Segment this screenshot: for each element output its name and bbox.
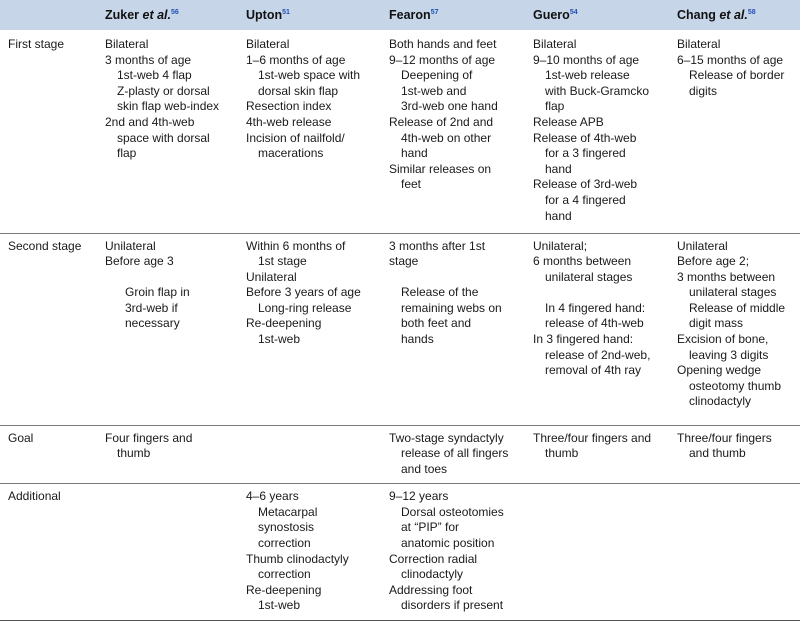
cell-guero: Three/four fingers and thumb	[533, 430, 652, 461]
row-label: Second stage	[8, 238, 82, 253]
cell-fearon: Two-stage syndactyly release of all fingers and toes	[389, 430, 509, 476]
cell-guero: Unilateral; 6 months between unilateral stages In 4 fingered hand: release of 4th-web In 3 fingered hand: release of 2nd-web, removal of 4th ray	[533, 238, 651, 378]
table-row-first-stage	[0, 30, 800, 233]
row-label: Additional	[8, 489, 61, 504]
cell-zuker: Bilateral 3 months of age 1st-web 4 flap Z-plasty or dorsal skin flap web-index 2nd and 4th-web space with dorsal flap	[105, 37, 220, 161]
cell-upton: 4–6 years Metacarpal synostosis correction Thumb clinodactyly correction Re-deepening 1st-web	[246, 489, 349, 613]
header-chang: Chang et al.$^{58}$	[677, 8, 756, 22]
header-guero: Guero$^{54}$	[533, 8, 578, 22]
cell-upton	[238, 425, 381, 484]
header-fearon: Fearon$^{57}$	[389, 8, 439, 22]
cell-guero: Bilateral 9–10 months of age 1st-web release with Buck-Gramcko flap Release APB Release of 4th-web for a 3 fingered hand Release of 3rd-web for a 4 fingered hand	[533, 37, 650, 223]
cell-guero	[525, 484, 669, 621]
ref-guero[interactable]: 54	[569, 8, 578, 16]
cell-fearon: Both hands and feet 9–12 months of age Deepening of 1st-web and 3rd-web one hand Release of 2nd and 4th-web on other hand Similar releases on feet	[389, 37, 498, 192]
ref-zuker[interactable]: 56	[171, 8, 179, 16]
row-label: First stage	[8, 37, 65, 51]
cell-zuker	[97, 484, 238, 621]
ref-upton[interactable]: 51	[282, 8, 290, 16]
cell-upton: Bilateral 1–6 months of age 1st-web space with dorsal skin flap Resection index 4th-web release Incision of nailfold/ macerations	[246, 37, 361, 161]
table-row-additional	[0, 484, 800, 621]
header-row	[0, 0, 800, 30]
cell-zuker: Unilateral Before age 3 Groin flap in 3rd-web if necessary	[105, 238, 190, 331]
cell-fearon: 9–12 years Dorsal osteotomies at “PIP” for anatomic position Correction radial clinodactyly Addressing foot disorders if present	[389, 489, 504, 613]
table-row-second-stage	[0, 233, 800, 425]
cell-upton: Within 6 months of 1st stage Unilateral Before 3 years of age Long-ring release Re-deepening 1st-web	[246, 238, 361, 347]
ref-chang[interactable]: 58	[747, 8, 756, 16]
row-label: Goal	[8, 430, 34, 445]
header-upton: Upton$^{51}$	[246, 8, 290, 22]
cell-chang: Three/four fingers and thumb	[677, 430, 772, 461]
header-stage	[0, 0, 97, 30]
ref-fearon[interactable]: 57	[430, 8, 439, 16]
cell-zuker: Four fingers and thumb	[105, 430, 193, 461]
header-zuker: Zuker et al.$^{56}$	[105, 8, 179, 22]
table-row-goal	[0, 425, 800, 484]
cell-chang	[669, 484, 800, 621]
cell-fearon: 3 months after 1st stage Release of the remaining webs on both feet and hands	[389, 238, 502, 347]
cell-chang: Unilateral Before age 2; 3 months between unilateral stages Release of middle digit mass Excision of bone, leaving 3 digits Opening wedge osteotomy thumb clinodactyly	[677, 238, 786, 409]
cell-chang: Bilateral 6–15 months of age Release of border digits	[677, 37, 785, 98]
